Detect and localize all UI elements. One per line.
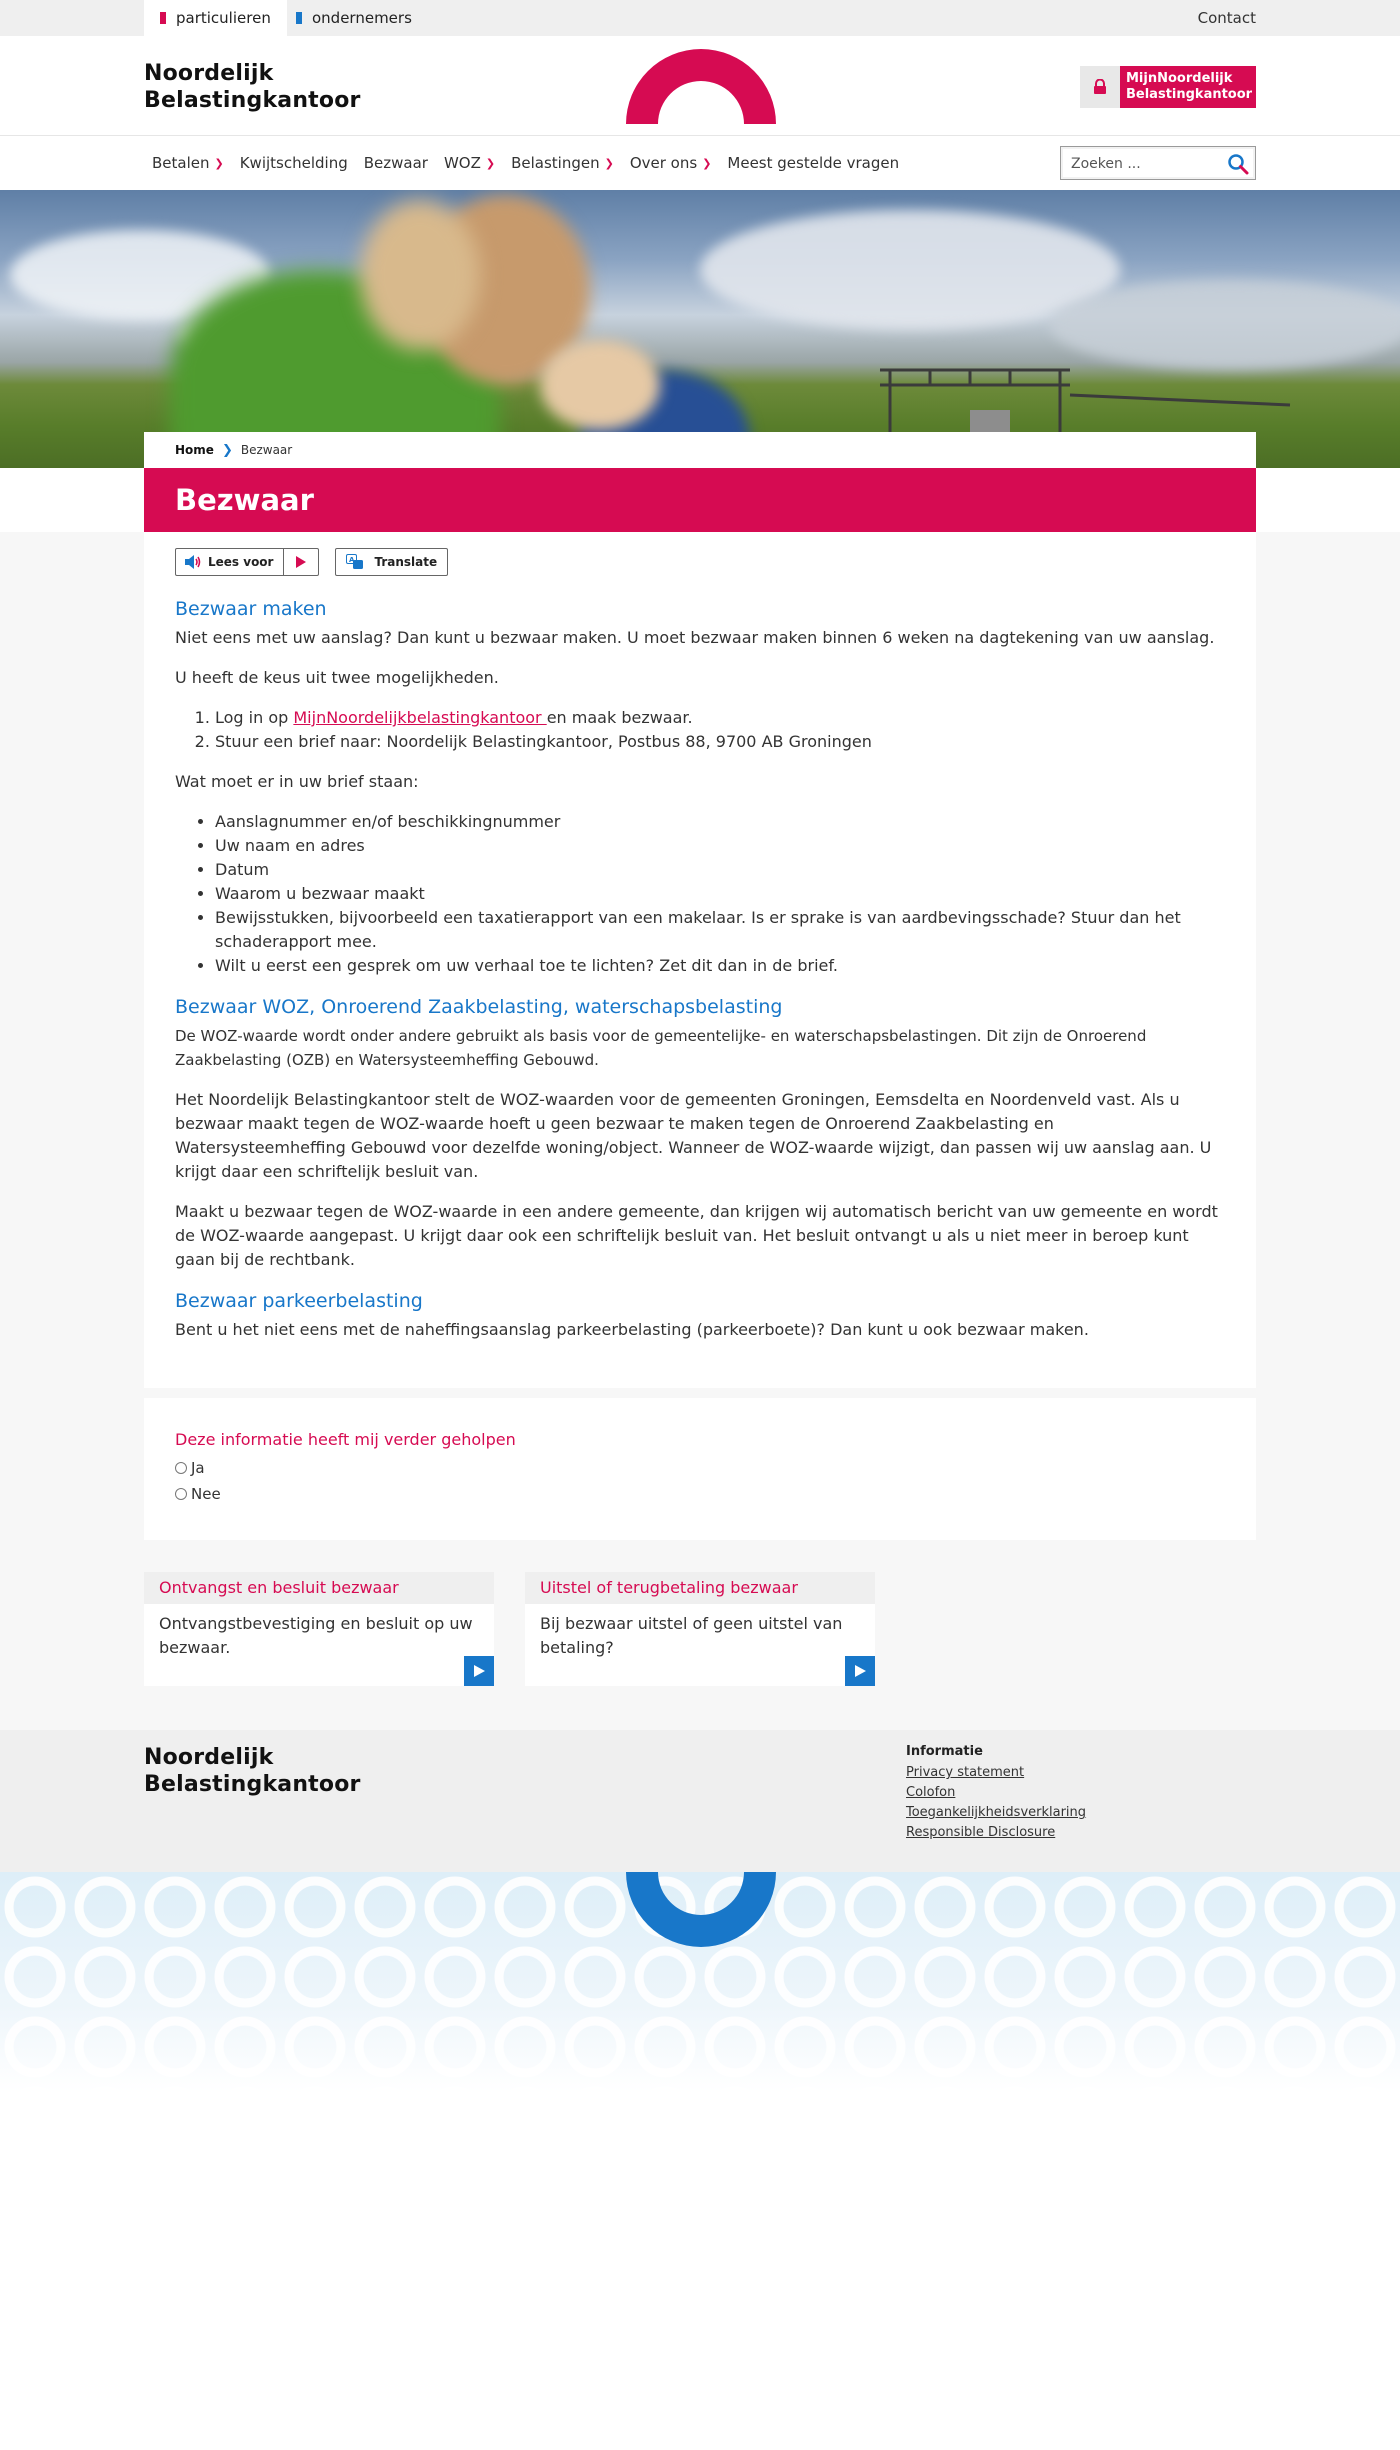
nav-item-betalen[interactable] xyxy=(152,154,224,172)
paragraph: Wat moet er in uw brief staan: xyxy=(175,772,419,791)
nav-item-label: Meest gestelde vragen xyxy=(727,154,900,172)
radio-button[interactable] xyxy=(175,1462,187,1474)
translate-label: Translate xyxy=(374,555,438,569)
translate-icon xyxy=(346,554,364,570)
hero-image xyxy=(0,190,1400,468)
paragraph: Het Noordelijk Belastingkantoor stelt de WOZ-waarden voor de gemeenten Groningen, Eemsdelta en Noordenveld vast. Als u bezwaar maakt tegen de WOZ-waarde hoeft u geen bezwaar te maken tegen de Onroerend Zaakbelasting en Watersysteemheffing Gebouwd voor dezelfde woning/object. Wanneer de WOZ-waarde wijzigt, dan passen wij uw aanslag aan. U krijgt daar een schriftelijk besluit van. xyxy=(175,1090,1212,1181)
search-icon[interactable] xyxy=(1227,153,1249,179)
arrow-right-icon[interactable] xyxy=(845,1656,875,1686)
list-item: • Datum xyxy=(215,858,1225,882)
paragraph: U heeft de keus uit twee mogelijkheden. xyxy=(175,668,499,687)
chevron-right-icon: ❯ xyxy=(221,442,233,458)
speaker-icon xyxy=(184,555,202,569)
radio-button[interactable] xyxy=(175,1488,187,1500)
card-text: Bij bezwaar uitstel of geen uitstel van betaling? xyxy=(540,1614,843,1657)
card-title: Ontvangst en besluit bezwaar xyxy=(144,1572,494,1604)
chevron-down-icon: ❯ xyxy=(604,156,614,170)
audience-bar xyxy=(0,0,1400,36)
breadcrumb-home-link[interactable]: Home xyxy=(175,443,214,457)
footer-link-responsible-disclosure[interactable]: Responsible Disclosure xyxy=(906,1825,1056,1840)
nav-item-label: Belastingen xyxy=(511,154,600,172)
search-input[interactable] xyxy=(1071,154,1221,174)
header-arch-graphic xyxy=(626,49,776,124)
list-item: 1. Log in op MijnNoordelijkbelastingkantoor en maak bezwaar. xyxy=(215,706,1225,730)
chevron-down-icon: ❯ xyxy=(214,156,224,170)
card-text: Ontvangstbevestiging en besluit op uw bezwaar. xyxy=(159,1614,473,1657)
audience-label: particulieren xyxy=(176,9,271,27)
list-item: 2. Stuur een brief naar: Noordelijk Belastingkantoor, Postbus 88, 9700 AB Groningen xyxy=(215,730,1225,754)
footer-link-toegankelijkheid[interactable]: Toegankelijkheidsverklaring xyxy=(906,1805,1087,1820)
list-item: • Waarom u bezwaar maakt xyxy=(215,882,1225,906)
lock-icon xyxy=(1080,66,1120,108)
nav-item-label: WOZ xyxy=(443,154,481,172)
mijn-label-line-2: Belastingkantoor xyxy=(1126,87,1253,102)
audience-label: ondernemers xyxy=(312,9,412,27)
read-aloud-button[interactable] xyxy=(175,548,319,576)
footer-link-colofon[interactable]: Colofon xyxy=(906,1785,956,1800)
audience-marker xyxy=(160,12,166,24)
feedback-option-yes[interactable] xyxy=(175,1459,1225,1477)
arrow-right-icon[interactable] xyxy=(464,1656,494,1686)
breadcrumb-current: Bezwaar xyxy=(240,443,293,457)
footer-heading: Informatie xyxy=(906,1744,983,1759)
nav-item-over-ons[interactable] xyxy=(630,154,712,172)
feedback-question: Deze informatie heeft mij verder geholpen xyxy=(175,1430,516,1449)
list-item: • Wilt u eerst een gesprek om uw verhaal toe te lichten? Zet dit dan in de brief. xyxy=(215,954,1225,978)
logo-line-2: Belastingkantoor xyxy=(144,88,361,113)
list-item: • Aanslagnummer en/of beschikkingnummer xyxy=(215,810,1225,834)
related-card[interactable] xyxy=(525,1572,875,1686)
audience-marker xyxy=(296,12,302,24)
nav-item-label: Bezwaar xyxy=(363,154,428,172)
footer-arch-graphic xyxy=(626,1872,776,1950)
logo-line-1: Noordelijk xyxy=(144,1745,274,1770)
breadcrumb xyxy=(144,432,1256,468)
nav-item-label: Kwijtschelding xyxy=(239,154,348,172)
chevron-down-icon: ❯ xyxy=(702,156,712,170)
chevron-down-icon: ❯ xyxy=(485,156,496,170)
list-item: • Uw naam en adres xyxy=(215,834,1225,858)
contact-link[interactable]: Contact xyxy=(1197,9,1256,27)
read-aloud-label: Lees voor xyxy=(208,555,274,569)
mijn-portal-link[interactable]: MijnNoordelijkbelastingkantoor xyxy=(293,708,547,727)
card-title: Uitstel of terugbetaling bezwaar xyxy=(525,1572,875,1604)
nav-item-belastingen[interactable] xyxy=(511,154,614,172)
feedback-panel xyxy=(144,1398,1256,1540)
nav-item-label: Over ons xyxy=(629,154,698,172)
play-icon[interactable] xyxy=(284,549,318,575)
site-logo[interactable] xyxy=(144,60,361,114)
page-tools xyxy=(175,548,1225,576)
footer-link-privacy[interactable]: Privacy statement xyxy=(906,1765,1025,1780)
paragraph: Niet eens met uw aanslag? Dan kunt u bezwaar maken. U moet bezwaar maken binnen 6 weken na dagtekening van uw aanslag. xyxy=(175,628,1215,647)
nav-item-faq[interactable] xyxy=(727,154,899,172)
letter-requirements-list xyxy=(215,810,1225,978)
logo-line-1: Noordelijk xyxy=(144,61,274,86)
nav-item-woz[interactable] xyxy=(444,154,495,172)
site-footer xyxy=(0,1730,1400,1872)
svg-text:A: A xyxy=(349,556,355,564)
section-heading-bezwaar-woz: Bezwaar WOZ, Onroerend Zaakbelasting, waterschapsbelasting xyxy=(175,996,783,1018)
main-nav xyxy=(0,136,1400,190)
radio-label: Ja xyxy=(191,1459,205,1477)
paragraph: Bent u het niet eens met de naheffingsaanslag parkeerbelasting (parkeerboete)? Dan kunt u ook bezwaar maken. xyxy=(175,1320,1089,1339)
nav-item-kwijtschelding[interactable] xyxy=(240,154,348,172)
search-box xyxy=(1060,146,1256,180)
translate-button[interactable] xyxy=(335,548,448,576)
footer-pattern xyxy=(0,1872,1400,2092)
section-heading-parkeerbelasting: Bezwaar parkeerbelasting xyxy=(175,1290,423,1312)
main-content xyxy=(144,532,1256,1388)
footer-logo[interactable] xyxy=(144,1744,361,1798)
nav-item-label: Betalen xyxy=(152,154,210,172)
audience-tab-particulieren[interactable] xyxy=(144,0,287,36)
footer-info-links xyxy=(906,1744,1086,1843)
paragraph: De WOZ-waarde wordt onder andere gebruikt als basis voor de gemeentelijke- en waterschapsbelastingen. Dit zijn de Onroerend Zaakbelasting (OZB) en Watersysteemheffing Gebouwd. xyxy=(175,1027,1147,1069)
page-title: Bezwaar xyxy=(144,468,1256,532)
section-heading-bezwaar-maken: Bezwaar maken xyxy=(175,598,327,620)
audience-tab-ondernemers[interactable] xyxy=(296,0,412,36)
radio-label: Nee xyxy=(191,1485,221,1503)
feedback-option-no[interactable] xyxy=(175,1485,1225,1503)
related-card[interactable] xyxy=(144,1572,494,1686)
nav-item-bezwaar[interactable] xyxy=(364,154,428,172)
list-item: • Bewijsstukken, bijvoorbeeld een taxatierapport van een makelaar. Is er sprake is van aardbevingsschade? Stuur dan het schaderapport mee. xyxy=(215,906,1225,954)
paragraph: Maakt u bezwaar tegen de WOZ-waarde in een andere gemeente, dan krijgen wij automatisch bericht van uw gemeente en wordt de WOZ-waarde aangepast. U krijgt daar ook een schriftelijk besluit van. Het besluit ontvangt u als u niet meer in beroep kunt gaan bij de rechtbank. xyxy=(175,1202,1218,1269)
mijn-login-button[interactable] xyxy=(1080,66,1256,108)
logo-line-2: Belastingkantoor xyxy=(144,1772,361,1797)
options-list xyxy=(215,706,1225,754)
mijn-label-line-1: MijnNoordelijk xyxy=(1126,71,1233,86)
site-header xyxy=(0,36,1400,136)
